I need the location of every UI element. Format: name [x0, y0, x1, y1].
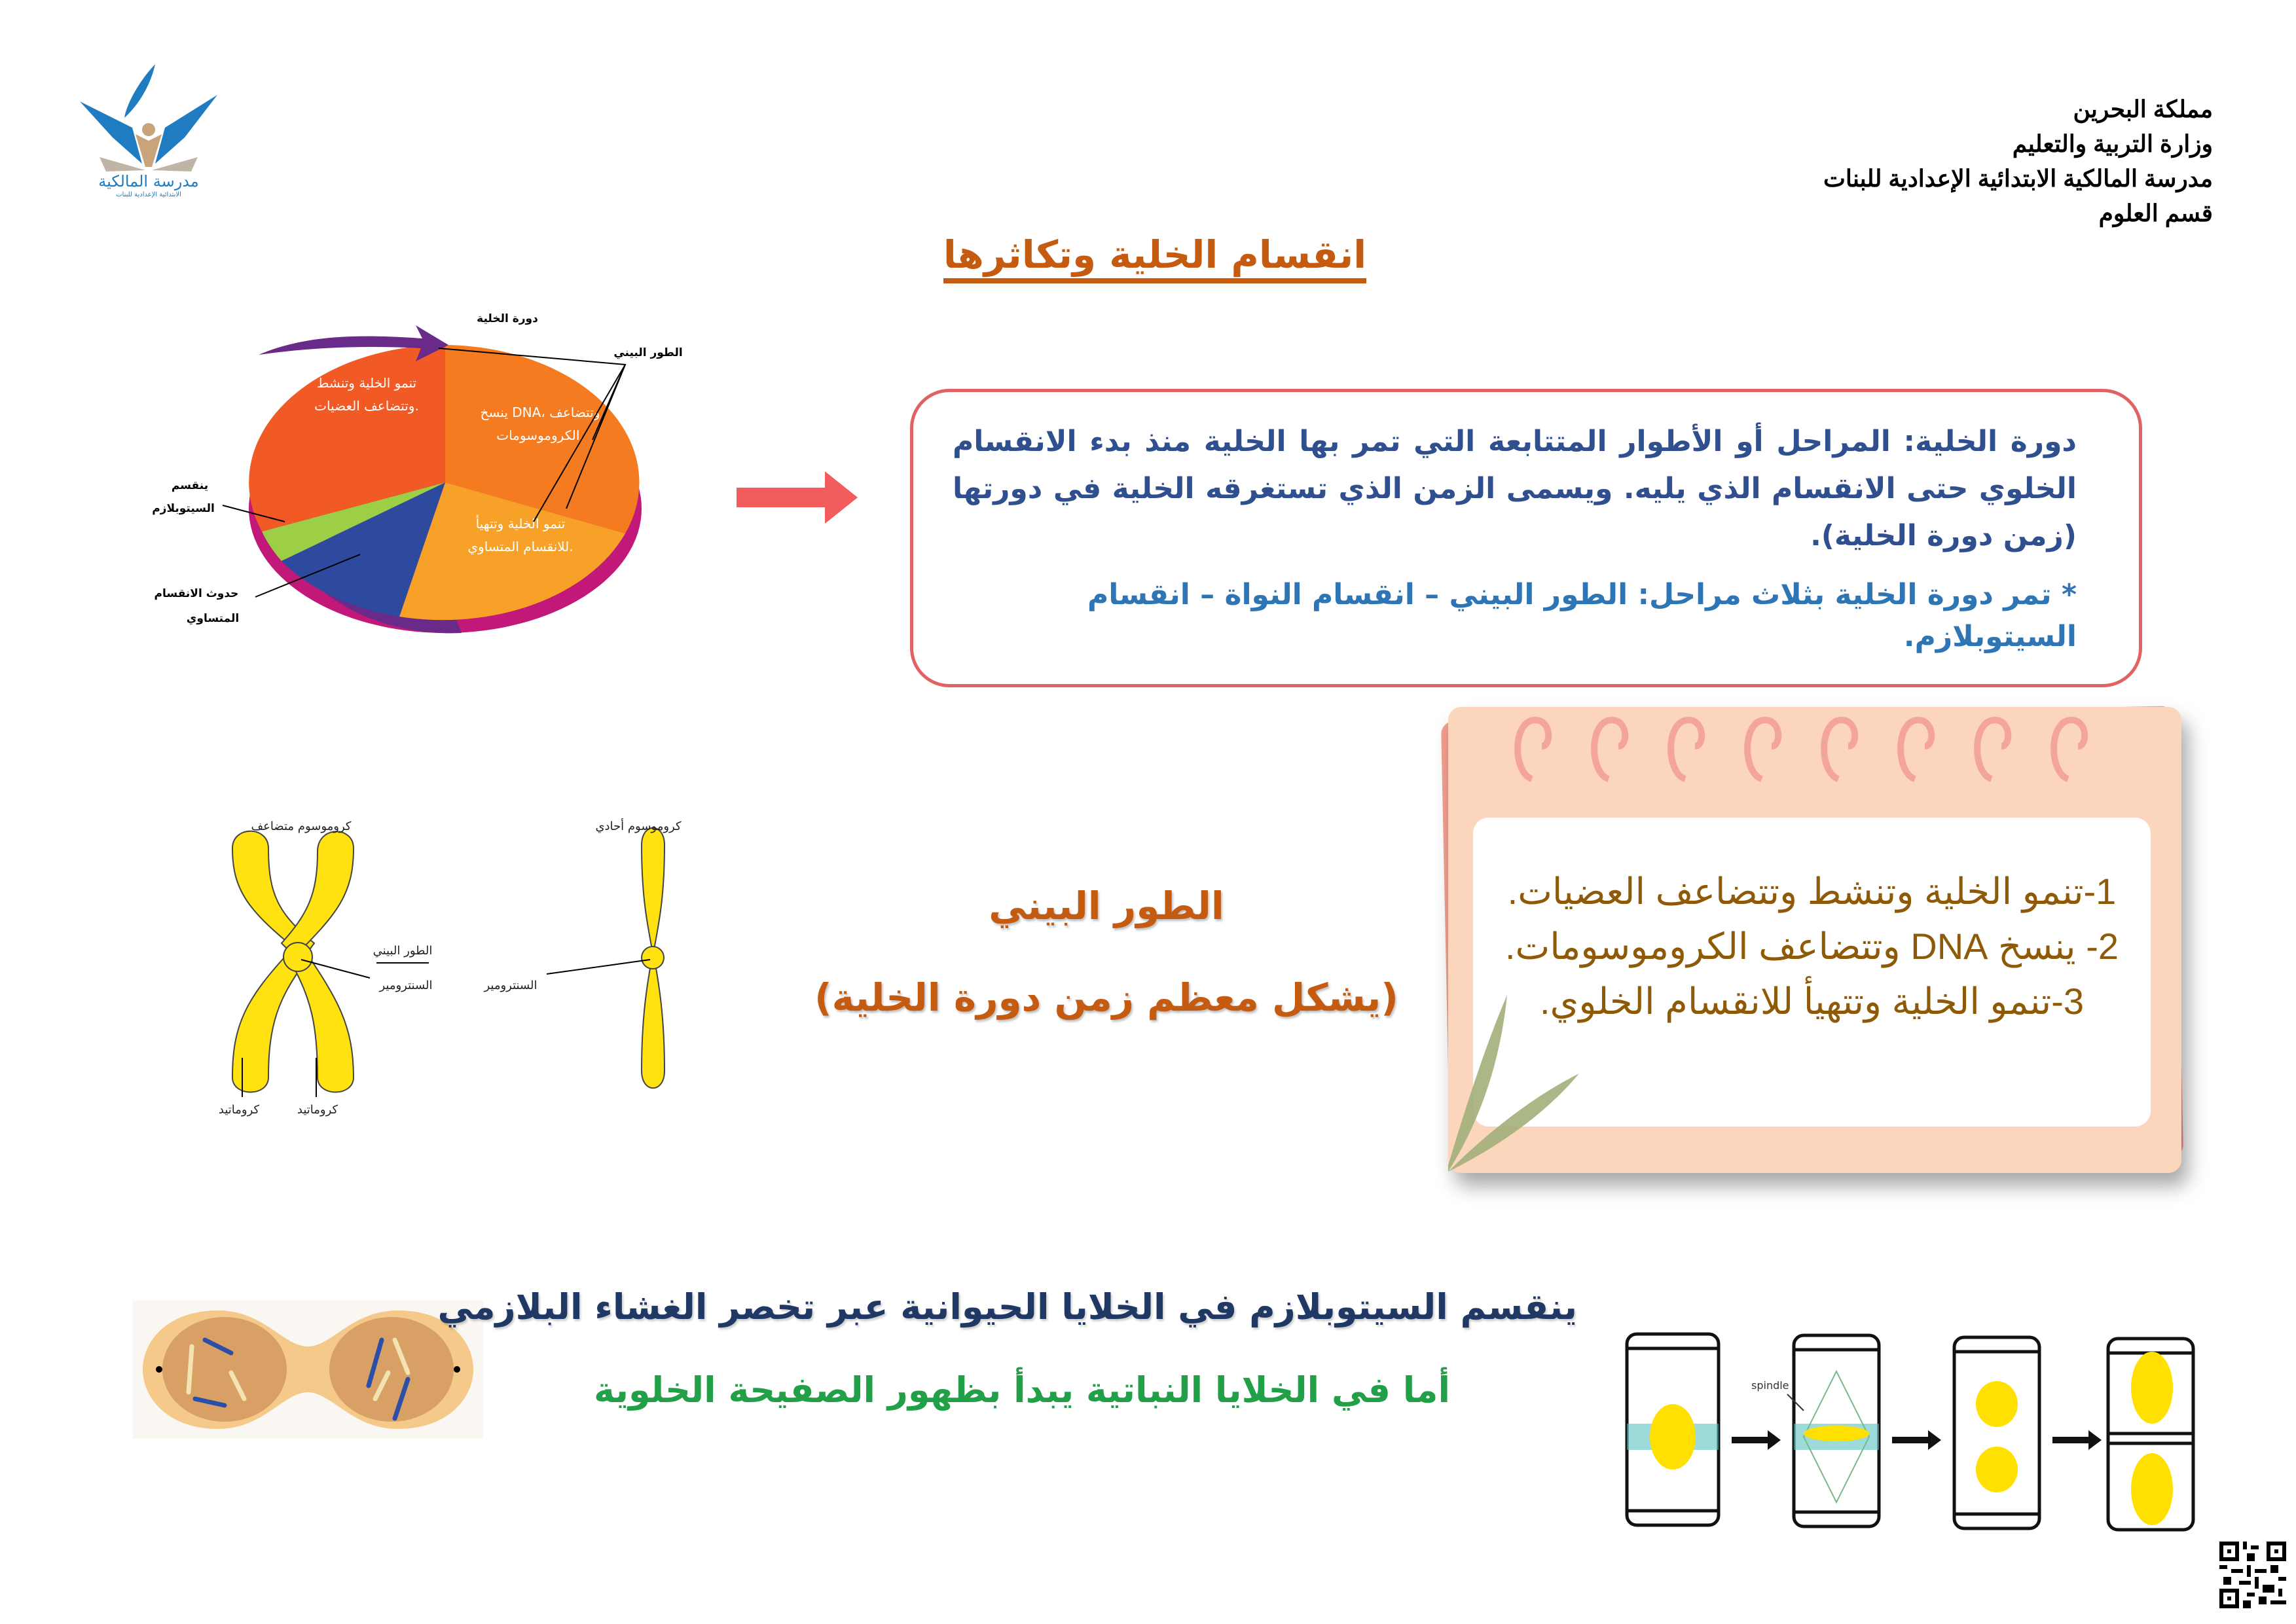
mitosis-label: المتساوي — [186, 612, 240, 625]
slice-label: تنمو الخلية وتتهيأ — [475, 516, 566, 532]
list-item: 2- ينسخ DNA وتتضاعف الكروموسومات. — [1504, 926, 2119, 967]
list-item: 1-تنمو الخلية وتنشط وتتضاعف العضيات. — [1507, 871, 2117, 912]
spiral-rings — [1506, 707, 2134, 795]
slice-label: ينسخ DNA، وتتضاعف — [480, 405, 600, 420]
header-line: مملكة البحرين — [2073, 96, 2213, 122]
plant-cytokinesis-text: أما في الخلايا النباتية يبدأ بظهور الصفيحة الخلوية — [594, 1369, 1450, 1411]
cytokinesis-label: السيتوبلازم — [152, 502, 215, 515]
animal-cell-division-image — [133, 1301, 483, 1439]
cytokinesis-label: ينقسم — [171, 479, 209, 492]
single-chromosome-label: كروموسوم أحادي — [595, 820, 682, 833]
cell-cycle-diagram — [147, 309, 691, 649]
qr-code[interactable] — [2219, 1542, 2286, 1611]
interphase-label: الطور البيني — [613, 346, 683, 359]
list-item: 3-تنمو الخلية وتتهيأ للانقسام الخلوي. — [1539, 981, 2085, 1022]
logo-text: مدرسة المالكية — [98, 172, 199, 190]
spindle-label: spindle — [1751, 1379, 1789, 1392]
mitosis-label: حدوث الانقسام — [154, 587, 239, 600]
slice-label: الكروموسومات. — [496, 427, 584, 443]
centromere-label: السنترومير — [379, 979, 433, 992]
chromosome-diagram — [206, 803, 694, 1117]
interphase-steps — [1473, 864, 2151, 1029]
cell-cycle-phases: * تمر دورة الخلية بثلاث مراحل: الطور البيني – انقسام النواة – انقسام السيتوبلازم. — [1087, 578, 2077, 653]
interphase-title: الطور البيني — [989, 884, 1224, 928]
chromatid-label: كروماتيد — [297, 1103, 338, 1117]
interphase-arrow-label: الطور البيني — [373, 944, 433, 958]
animal-cytokinesis-text: ينقسم السيتوبلازم في الخلايا الحيوانية عبر تخصر الغشاء البلازمي — [437, 1286, 1577, 1327]
centromere-label: السنترومير — [484, 979, 538, 992]
page-title: انقسام الخلية وتكاثرها — [828, 232, 1482, 277]
header-line: قسم العلوم — [2098, 200, 2213, 226]
school-logo — [73, 59, 224, 200]
interphase-subtitle: (يشكل معظم زمن دورة الخلية) — [814, 975, 1398, 1020]
logo-subtitle: الابتدائية الإعدادية للبنات — [116, 191, 181, 198]
right-arrow-icon — [737, 471, 858, 526]
definition-box — [910, 389, 2142, 687]
slice-label: وتتضاعف العضيات. — [314, 398, 419, 414]
cycle-arrow-top — [259, 325, 448, 361]
slice-label: للانقسام المتساوي. — [467, 539, 574, 554]
header-line: مدرسة المالكية الابتدائية الإعدادية للبنات — [1823, 165, 2213, 192]
slice-label: تنمو الخلية وتنشط — [316, 375, 417, 391]
cycle-label: دورة الخلية — [477, 312, 538, 325]
header-line: وزارة التربية والتعليم — [2012, 130, 2213, 157]
chromatid-label: كروماتيد — [218, 1103, 260, 1117]
duplicated-chromosome-label: كروموسوم متضاعف — [251, 820, 352, 833]
cell-cycle-definition: دورة الخلية: المراحل أو الأطوار المتتابعة التي تمر بها الخلية منذ بدء الانقسام الخلوي حتى الانقسام الذي يليه. ويسمى الزمن الذي تستغرقه الخلية في دورتها (زمن دورة الخلية). — [953, 425, 2077, 552]
school-header — [1823, 92, 2213, 230]
plant-cell-division-diagram — [1620, 1316, 2210, 1538]
